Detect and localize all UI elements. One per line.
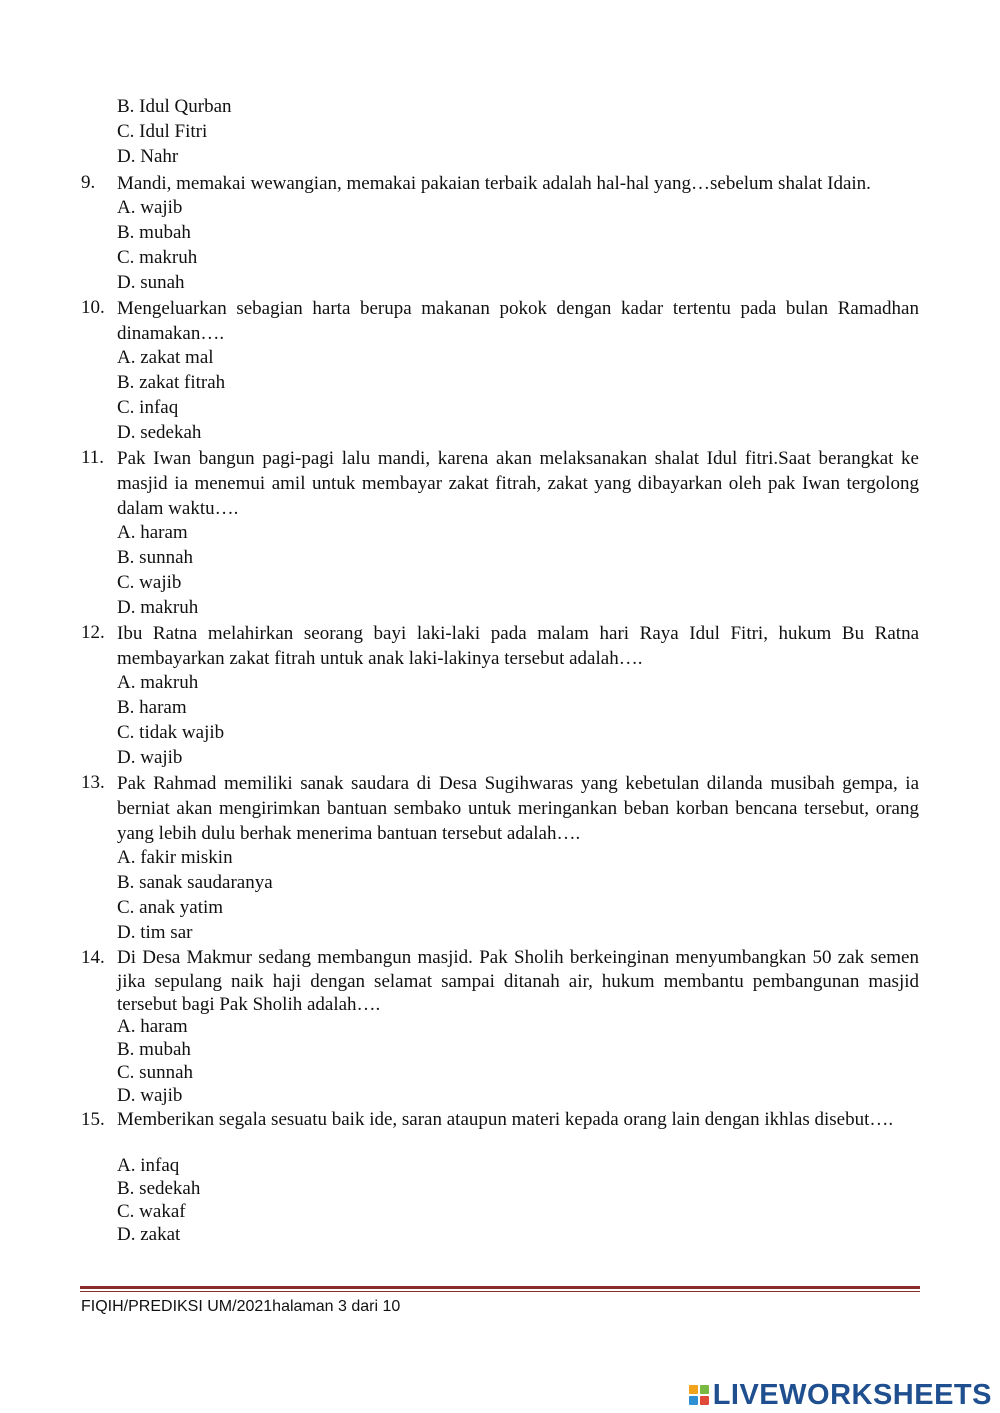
- footer-divider: [80, 1286, 920, 1289]
- answer-option: C. wajib: [117, 572, 182, 593]
- answer-option: D. makruh: [117, 597, 199, 618]
- answer-option: D. sedekah: [117, 422, 202, 443]
- answer-option: A. wajib: [117, 197, 183, 218]
- question-text: Ibu Ratna melahirkan seorang bayi laki-laki pada malam hari Raya Idul Fitri, hukum Bu Ratna membayarkan zakat fitrah untuk anak laki-lakinya tersebut adalah….: [117, 623, 919, 669]
- answer-option: B. sunnah: [117, 547, 193, 568]
- answer-option: D. zakat: [117, 1224, 181, 1245]
- answer-option: C. tidak wajib: [117, 722, 225, 743]
- answer-option: C. wakaf: [117, 1201, 186, 1222]
- answer-option: B. mubah: [117, 1039, 191, 1060]
- answer-option: D. wajib: [117, 747, 183, 768]
- question-text: Mengeluarkan sebagian harta berupa makanan pokok dengan kadar tertentu pada bulan Ramadhan dinamakan….: [117, 298, 919, 344]
- logo-square: [689, 1385, 698, 1394]
- answer-option: C. makruh: [117, 247, 198, 268]
- question-text: Mandi, memakai wewangian, memakai pakaian terbaik adalah hal-hal yang…sebelum shalat Idain.: [117, 173, 871, 194]
- answer-option: C. sunnah: [117, 1062, 193, 1083]
- footer-divider-thin: [80, 1291, 920, 1292]
- continued-option: D. Nahr: [117, 146, 179, 167]
- question-text: Pak Rahmad memiliki sanak saudara di Desa Sugihwaras yang kebetulan dilanda musibah gempa, ia berniat akan mengirimkan bantuan sembako untuk meringankan beban korban bencana tersebut, orang yang lebih dulu berhak menerima bantuan tersebut adalah….: [117, 773, 919, 844]
- answer-option: D. wajib: [117, 1085, 183, 1106]
- answer-option: A. haram: [117, 1016, 188, 1037]
- answer-option: D. tim sar: [117, 922, 193, 943]
- liveworksheets-logo-icon: [689, 1385, 709, 1405]
- question-number: 9.: [81, 172, 96, 193]
- question-text: Pak Iwan bangun pagi-pagi lalu mandi, karena akan melaksanakan shalat Idul fitri.Saat berangkat ke masjid ia menemui amil untuk membayar zakat fitrah, zakat yang dibayarkan oleh pak Iwan tergolong dalam waktu….: [117, 448, 919, 519]
- continued-option: C. Idul Fitri: [117, 121, 208, 142]
- answer-option: B. mubah: [117, 222, 191, 243]
- answer-option: A. fakir miskin: [117, 847, 233, 868]
- answer-option: B. sanak saudaranya: [117, 872, 273, 893]
- answer-option: A. makruh: [117, 672, 199, 693]
- question-number: 12.: [81, 622, 105, 643]
- answer-option: B. haram: [117, 697, 187, 718]
- question-text: Memberikan segala sesuatu baik ide, saran ataupun materi kepada orang lain dengan ikhlas disebut….: [117, 1109, 894, 1130]
- watermark-text: LIVEWORKSHEETS: [712, 1378, 992, 1411]
- logo-square: [700, 1385, 709, 1394]
- answer-option: D. sunah: [117, 272, 185, 293]
- answer-option: A. infaq: [117, 1155, 180, 1176]
- liveworksheets-watermark: [689, 1379, 992, 1411]
- answer-option: A. haram: [117, 522, 188, 543]
- page-footer: FIQIH/PREDIKSI UM/2021halaman 3 dari 10: [81, 1298, 401, 1315]
- question-number: 11.: [81, 447, 105, 468]
- answer-option: B. sedekah: [117, 1178, 201, 1199]
- question-number: 14.: [81, 947, 105, 968]
- answer-option: C. anak yatim: [117, 897, 224, 918]
- answer-option: B. zakat fitrah: [117, 372, 226, 393]
- logo-square: [689, 1396, 698, 1405]
- answer-option: A. zakat mal: [117, 347, 214, 368]
- question-number: 13.: [81, 772, 105, 793]
- question-number: 15.: [81, 1109, 105, 1130]
- continued-option: B. Idul Qurban: [117, 96, 232, 117]
- answer-option: C. infaq: [117, 397, 179, 418]
- logo-square: [700, 1396, 709, 1405]
- question-number: 10.: [81, 297, 105, 318]
- question-text: Di Desa Makmur sedang membangun masjid. Pak Sholih berkeinginan menyumbangkan 50 zak semen jika sepulang naik haji dengan selamat sampai ditanah air, hukum membantu pembangunan masjid tersebut bagi Pak Sholih adalah….: [117, 947, 919, 1015]
